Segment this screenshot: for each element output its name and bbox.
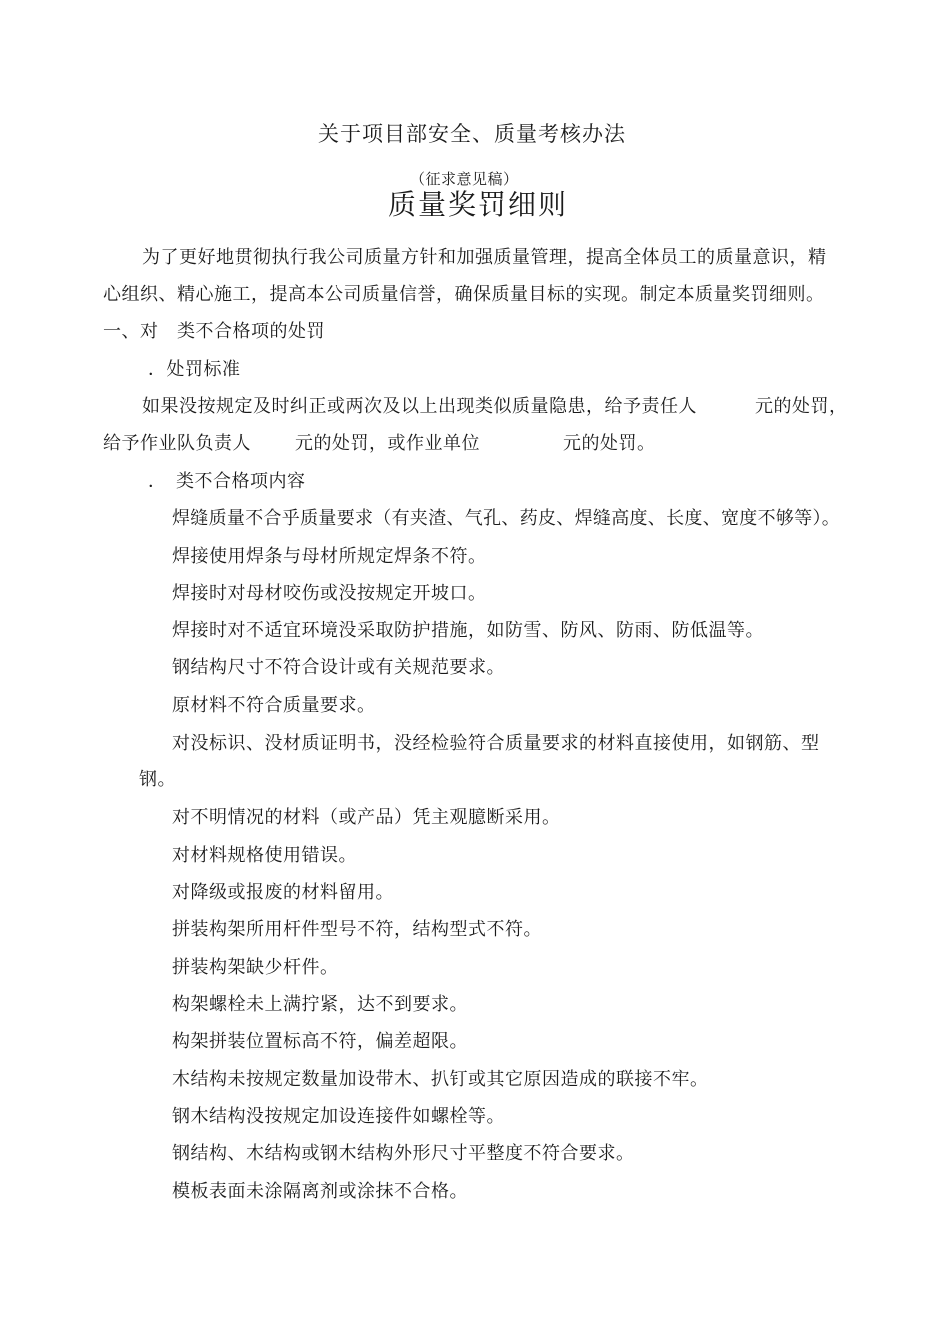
subsection-item-list: ． 类不合格项内容 — [148, 471, 306, 492]
penalty-line-2c: 元的处罚。 — [563, 433, 656, 454]
penalty-line-2a: 给予作业队负责人 — [103, 433, 251, 454]
penalty-line-1a: 如果没按规定及时纠正或两次及以上出现类似质量隐患，给予责任人 — [142, 396, 697, 417]
list-item: 对材料规格使用错误。 — [172, 845, 357, 866]
doc-title: 关于项目部安全、质量考核办法 — [318, 122, 626, 146]
list-item: 对不明情况的材料（或产品）凭主观臆断采用。 — [172, 807, 561, 828]
doc-subtitle: （征求意见稿） — [410, 170, 519, 188]
intro-line-2: 心组织、精心施工，提高本公司质量信誉，确保质量目标的实现。制定本质量奖罚细则。 — [103, 284, 825, 305]
intro-line-1: 为了更好地贯彻执行我公司质量方针和加强质量管理，提高全体员工的质量意识，精 — [142, 247, 827, 268]
section-heading-1: 一、对 类不合格项的处罚 — [103, 321, 325, 342]
list-item: 构架拼装位置标高不符，偏差超限。 — [172, 1031, 468, 1052]
penalty-line-1b: 元的处罚， — [755, 396, 848, 417]
list-item: 拼装构架所用杆件型号不符，结构型式不符。 — [172, 919, 542, 940]
subsection-penalty-standard: ．处罚标准 — [148, 359, 241, 380]
list-item: 钢结构尺寸不符合设计或有关规范要求。 — [172, 657, 505, 678]
list-item: 对没标识、没材质证明书，没经检验符合质量要求的材料直接使用，如钢筋、型 — [172, 733, 820, 754]
penalty-line-2b: 元的处罚，或作业单位 — [295, 433, 480, 454]
list-item: 构架螺栓未上满拧紧，达不到要求。 — [172, 994, 468, 1015]
list-item: 拼装构架缺少杆件。 — [172, 957, 339, 978]
list-item: 钢木结构没按规定加设连接件如螺栓等。 — [172, 1106, 505, 1127]
list-item: 焊缝质量不合乎质量要求（有夹渣、气孔、药皮、焊缝高度、长度、宽度不够等）。 — [172, 508, 841, 529]
list-item: 对降级或报废的材料留用。 — [172, 882, 394, 903]
list-item: 木结构未按规定数量加设带木、扒钉或其它原因造成的联接不牢。 — [172, 1069, 709, 1090]
doc-heading: 质量奖罚细则 — [388, 188, 569, 221]
list-item-continuation: 钢。 — [139, 769, 176, 790]
list-item: 焊接时对母材咬伤或没按规定开坡口。 — [172, 583, 487, 604]
list-item: 焊接时对不适宜环境没采取防护措施，如防雪、防风、防雨、防低温等。 — [172, 620, 764, 641]
list-item: 模板表面未涂隔离剂或涂抹不合格。 — [172, 1181, 468, 1202]
list-item: 钢结构、木结构或钢木结构外形尺寸平整度不符合要求。 — [172, 1143, 635, 1164]
list-item: 原材料不符合质量要求。 — [172, 695, 376, 716]
list-item: 焊接使用焊条与母材所规定焊条不符。 — [172, 546, 487, 567]
